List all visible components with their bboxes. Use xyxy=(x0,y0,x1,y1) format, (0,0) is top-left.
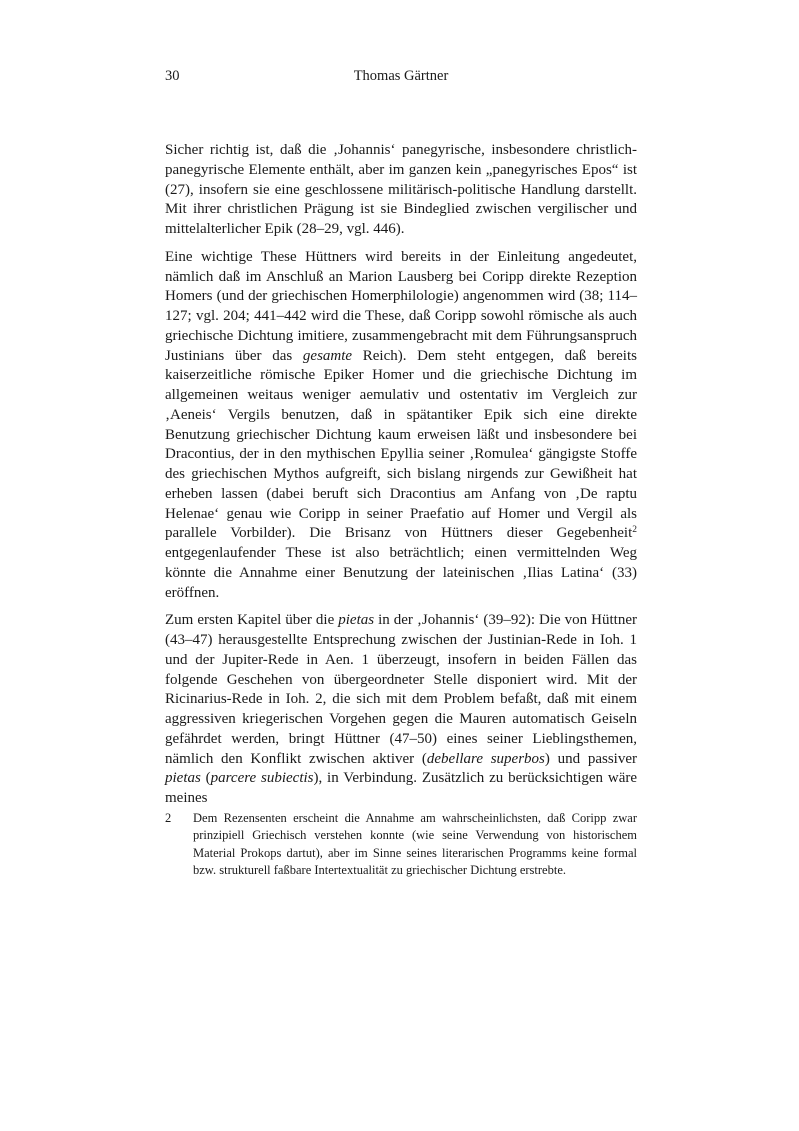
paragraph-3 xyxy=(165,611,637,809)
text-segment: Sicher richtig ist, daß die ‚Johannis‘ panegyrische, insbesondere christlich-panegyrische Elemente enthält, aber im ganzen kein „panegyrisches Epos“ ist (27), insofern sie eine geschlossene militärisch-politische Handlung darstellt. Mit ihrer christlichen Prägung ist sie Bindeglied zwischen vergilischer und mittelalterlicher Epik (28–29, vgl. 446). xyxy=(165,142,637,237)
text-segment: ), in Verbindung. Zusätzlich zu berücksichtigen wäre meines xyxy=(165,770,637,806)
text-segment: gesamte xyxy=(302,347,353,364)
footnote-2 xyxy=(165,810,637,880)
text-segment: entgegenlaufender These ist also beträchtlich; einen vermittelnden Weg könnte die Annahme einer Benutzung der lateinischen ‚Ilias Latina‘ (33) eröffnen. xyxy=(165,545,637,601)
text-segment: in der ‚Johannis‘ (39–92): Die von Hüttner (43–47) herausgestellte Entsprechung zwischen der Justinian-Rede in Ioh. 1 und der Jupiter-Rede in Aen. 1 überzeugt, insofern in beiden Fällen das folgende Geschehen von übergeordneter Stelle disponiert wird. Mit der Ricinarius-Rede in Ioh. 2, die sich mit dem Problem befaßt, daß mit einem aggressiven kriegerischen Vorgehen gegen die Mauren automatisch Geiseln gefährdet werden, bringt Hüttner (47–50) eines seiner Lieblingsthemen, nämlich den Konflikt zwischen aktiver ( xyxy=(165,612,637,767)
text-segment: debellare superbos xyxy=(426,750,545,767)
footnote-text: Dem Rezensenten erscheint die Annahme am wahrscheinlichsten, daß Coripp zwar prinzipiell Griechisch verstehen konnte (wie seine Verwendung von historischem Material Prokops dartut), aber im Sinne seines literarischen Programms keine formal bzw. strukturell faßbare Intertextualität zu griechischer Dichtung erstrebte. xyxy=(193,811,637,878)
running-head-author: Thomas Gärtner xyxy=(353,68,449,84)
text-segment: ) und passiver xyxy=(544,750,637,767)
page-number: 30 xyxy=(165,68,180,84)
footnote-number: 2 xyxy=(165,811,172,825)
text-segment: pietas xyxy=(165,770,201,787)
text-segment: parcere subiectis xyxy=(210,770,314,787)
text-segment: Eine wichtige These Hüttners wird bereits in der Einleitung angedeutet, nämlich daß im Anschluß an Marion Lausberg bei Coripp direkte Rezeption Homers (und der griechischen Homerphilologie) angenommen wird (38; 114–127; vgl. 204; 441–442 wird die These, daß Coripp sowohl römische als auch griechische Dichtung imitiere, zusammengebracht mit dem Führungsanspruch Justinians über das xyxy=(165,248,637,364)
paragraph-2 xyxy=(165,248,637,604)
text-segment: pietas xyxy=(338,612,375,629)
footnote-area xyxy=(165,810,637,880)
running-header xyxy=(165,67,637,85)
paragraph-1 xyxy=(165,141,637,240)
footnote-reference: 2 xyxy=(632,524,637,535)
main-text-block xyxy=(165,141,637,817)
text-segment: Reich). Dem steht entgegen, daß bereits kaiserzeitliche römische Epiker Homer und die griechische Dichtung im allgemeinen weitaus weniger aemulativ und ostentativ im Vergleich zur ‚Aeneis‘ Vergils benutzen, daß in spätantiker Epik sich eine direkte Benutzung griechischer Dichtung kaum erweisen läßt und insbesondere bei Dracontius, der in den mythischen Epyllia seiner ‚Romulea‘ gängigste Stoffe des griechischen Mythos aufgreift, sich bislang nirgends zur Gewißheit hat erheben lassen (dabei beruft sich Dracontius am Anfang von ‚De raptu Helenae‘ genau wie Coripp in seiner Praefatio auf Homer und Vergil als parallele Vorbilder). Die Brisanz von Hüttners dieser Gegebenheit xyxy=(165,347,637,542)
text-segment: Zum ersten Kapitel über die xyxy=(165,612,339,629)
text-segment: ( xyxy=(200,770,211,787)
